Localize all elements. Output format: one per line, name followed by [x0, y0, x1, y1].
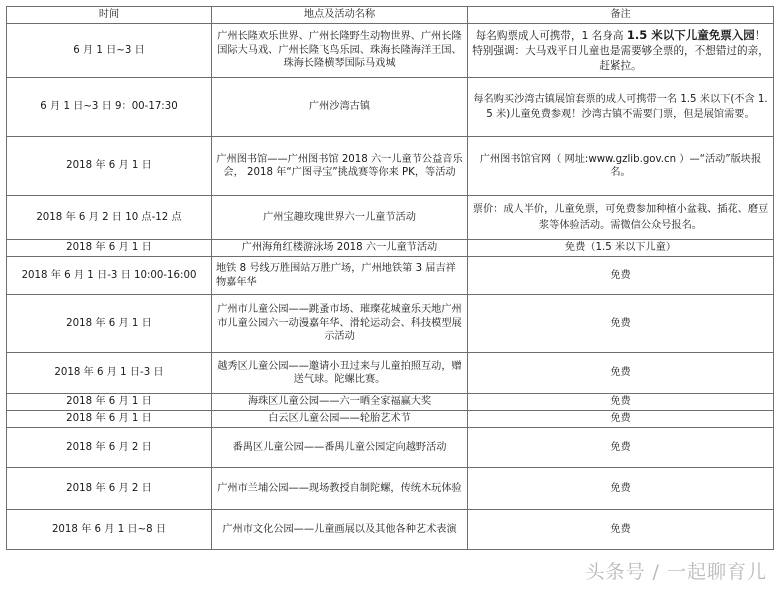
- row-time: 2018 年 6 月 1 日: [7, 394, 212, 411]
- table-row: [7, 137, 774, 196]
- row-place: 广州市文化公园——儿童画展以及其他各种艺术表演: [212, 510, 468, 550]
- table-row: [7, 295, 774, 353]
- row-time: 2018 年 6 月 2 日: [7, 468, 212, 510]
- watermark-text: 头条号 / 一起聊育儿: [585, 561, 767, 583]
- row-place: 广州沙湾古镇: [212, 78, 468, 137]
- row-time: 2018 年 6 月 2 日: [7, 428, 212, 468]
- row-note: [468, 24, 774, 78]
- row-note: 免费: [468, 428, 774, 468]
- row-place: 地铁 8 号线万胜围站万胜广场，广州地铁第 3 届吉祥物嘉年华: [212, 257, 468, 295]
- row-note: 免费: [468, 257, 774, 295]
- row-place: 番禺区儿童公园——番禺儿童公园定向越野活动: [212, 428, 468, 468]
- row-time: 6 月 1 日~3 日 9：00-17:30: [7, 78, 212, 137]
- table-row: [7, 411, 774, 428]
- row-note: 免费: [468, 295, 774, 353]
- row-note: 免费: [468, 510, 774, 550]
- row-place: 广州市儿童公园——跳蚤市场、璀璨花城童乐天地广州市儿童公园六一动漫嘉年华、滑轮运动会、科技模型展示活动: [212, 295, 468, 353]
- row-place: 白云区儿童公园——轮胎艺术节: [212, 411, 468, 428]
- table-row: [7, 394, 774, 411]
- row-place: 越秀区儿童公园——邀请小丑过来与儿童拍照互动，赠送气球。陀螺比赛。: [212, 353, 468, 394]
- table-row: [7, 428, 774, 468]
- header-note: 备注: [468, 7, 774, 24]
- row-note: 免费: [468, 468, 774, 510]
- row-time: 2018 年 6 月 1 日-3 日: [7, 353, 212, 394]
- table-header-row: [7, 7, 774, 24]
- row-note: 免费（1.5 米以下儿童）: [468, 240, 774, 257]
- table-row: [7, 240, 774, 257]
- note-text: ！特别强调：大马戏平日儿童也是需要够全票的，不想错过的亲，赶紧拉。: [472, 29, 769, 72]
- row-place: 广州图书馆——广州图书馆 2018 六一儿童节公益音乐会， 2018 年“广图寻宝”挑战赛等你来 PK，等活动: [212, 137, 468, 196]
- row-place: 广州长隆欢乐世界、广州长隆野生动物世界、广州长隆国际大马戏、广州长隆飞鸟乐园、珠海长隆海洋王国、珠海长隆横琴国际马戏城: [212, 24, 468, 78]
- row-note: 免费: [468, 394, 774, 411]
- row-time: 2018 年 6 月 2 日 10 点-12 点: [7, 196, 212, 240]
- events-table: [6, 6, 774, 550]
- row-place: 广州海角红楼游泳场 2018 六一儿童节活动: [212, 240, 468, 257]
- row-place: 广州市兰埔公园——现场教授自制陀螺，传统木玩体验: [212, 468, 468, 510]
- row-time: 2018 年 6 月 1 日: [7, 137, 212, 196]
- note-text: 每名购票成人可携带，1 名身高: [475, 29, 627, 42]
- row-note: 免费: [468, 353, 774, 394]
- header-time: 时间: [7, 7, 212, 24]
- table-row: [7, 257, 774, 295]
- table-row: [7, 196, 774, 240]
- row-time: 6 月 1 日~3 日: [7, 24, 212, 78]
- table-row: [7, 24, 774, 78]
- row-time: 2018 年 6 月 1 日: [7, 411, 212, 428]
- table-row: [7, 353, 774, 394]
- row-note: 免费: [468, 411, 774, 428]
- row-time: 2018 年 6 月 1 日: [7, 240, 212, 257]
- table-row: [7, 510, 774, 550]
- row-time: 2018 年 6 月 1 日-3 日 10:00-16:00: [7, 257, 212, 295]
- row-note: 每名购买沙湾古镇展馆套票的成人可携带一名 1.5 米以下(不含 1.5 米)儿童免费参观！沙湾古镇不需要门票，但是展馆需要。: [468, 78, 774, 137]
- header-place: 地点及活动名称: [212, 7, 468, 24]
- row-time: 2018 年 6 月 1 日~8 日: [7, 510, 212, 550]
- row-place: 广州宝趣玫瑰世界六一儿童节活动: [212, 196, 468, 240]
- row-note: 票价：成人半价，儿童免票，可免费参加种植小盆栽、插花、磨豆浆等体验活动。需微信公众号报名。: [468, 196, 774, 240]
- row-place: 海珠区儿童公园——六一晒全家福赢大奖: [212, 394, 468, 411]
- table-row: [7, 78, 774, 137]
- row-time: 2018 年 6 月 1 日: [7, 295, 212, 353]
- table-row: [7, 468, 774, 510]
- note-emphasis: 1.5 米以下儿童免票入园: [626, 27, 755, 42]
- row-note: 广州图书馆官网（ 网址:www.gzlib.gov.cn ）—“活动”版块报名。: [468, 137, 774, 196]
